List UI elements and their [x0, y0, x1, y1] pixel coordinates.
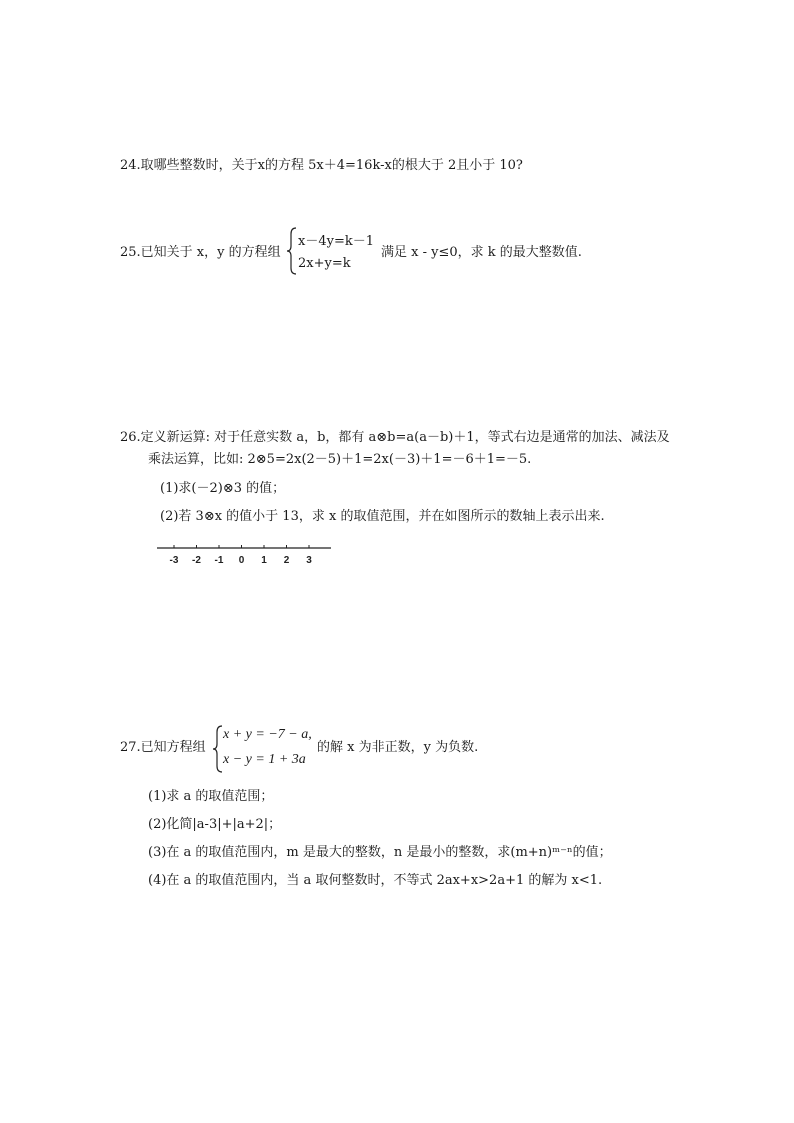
number-line-label: 3	[306, 555, 312, 566]
question-27-part-3: (3)在 a 的取值范围内，m 是最大的整数，n 是最小的整数，求(m+n)ᵐ⁻ⁿ的值；	[148, 845, 612, 860]
question-26-part-2: (2)若 3⊗x 的值小于 13，求 x 的取值范围，并在如图所示的数轴上表示出来.	[160, 509, 605, 524]
number-line-label: -2	[192, 555, 201, 566]
equation-27-1: x + y = −7 − a,	[223, 727, 312, 742]
question-27-part-1: (1)求 a 的取值范围；	[148, 789, 274, 804]
number-line	[155, 542, 335, 572]
question-25-suffix: 满足 x - y≤0，求 k 的最大整数值.	[381, 245, 582, 260]
question-26-part-1: (1)求(－2)⊗3 的值；	[160, 481, 286, 496]
equation-system-27	[212, 724, 322, 774]
question-26-line-1: 26.定义新运算: 对于任意实数 a，b，都有 a⊗b=a(a－b)＋1，等式右边是通常的加法、减法及	[120, 430, 670, 445]
question-26-line-2: 乘法运算，比如: 2⊗5=2x(2－5)＋1=2x(－3)＋1=－6＋1=－5.	[148, 452, 532, 467]
number-line-label: -1	[214, 555, 224, 566]
number-line-label: 0	[238, 555, 245, 566]
question-24: 24.取哪些整数时，关于x的方程 5x＋4=16k-x的根大于 2且小于 10?	[120, 158, 523, 173]
number-line-label: -3	[169, 555, 179, 566]
question-27-suffix: 的解 x 为非正数，y 为负数.	[317, 740, 479, 755]
question-27-prefix: 27.已知方程组	[120, 740, 206, 755]
number-line-label: 1	[261, 555, 267, 566]
question-27-part-4: (4)在 a 的取值范围内，当 a 取何整数时，不等式 2ax+x>2a+1 的解为 x<1.	[148, 873, 603, 888]
equation-system-25	[286, 226, 382, 276]
number-line-label: 2	[283, 555, 290, 566]
equation-27-2: x − y = 1 + 3a	[223, 752, 306, 767]
question-25-prefix: 25.已知关于 x，y 的方程组	[120, 245, 281, 260]
equation-25-1: x－4y=k－1	[298, 234, 374, 249]
equation-25-2: 2x+y=k	[298, 256, 351, 271]
left-brace-icon	[286, 226, 298, 276]
question-27-part-2: (2)化简|a-3|+|a+2|；	[148, 817, 282, 832]
